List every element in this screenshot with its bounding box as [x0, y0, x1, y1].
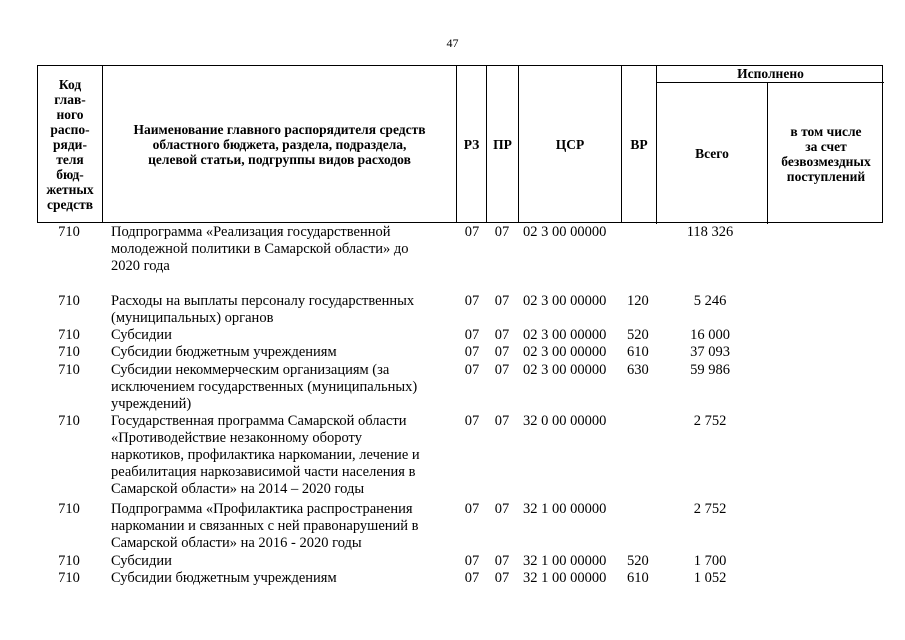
- row-name: Государственная программа Самарской области «Противодействие незаконному обороту наркотиков, профилактика наркомании, лечение и реабилитация наркозависимой части населения в Самарской области» на 2014 – 2020 годы: [111, 413, 420, 497]
- row-rz: 07: [464, 362, 480, 378]
- row-total: 16 000: [690, 327, 730, 343]
- row-name: Расходы на выплаты персоналу государственных (муниципальных) органов: [111, 293, 415, 326]
- header-incl-line: поступлений: [786, 168, 866, 184]
- row-vr: 120: [627, 293, 649, 309]
- header-name-line: целевой статьи, подгруппы видов расходов: [148, 151, 411, 167]
- header-incl-line: за счет: [805, 138, 847, 154]
- row-vr: 630: [627, 362, 649, 378]
- header-code-line: ряди-: [53, 136, 87, 152]
- row-rz: 07: [464, 344, 480, 360]
- row-total: 1 052: [693, 570, 727, 586]
- header-executed: Исполнено: [656, 66, 884, 83]
- row-total: 118 326: [686, 224, 734, 240]
- header-code: [38, 66, 102, 222]
- row-csr: 02 3 00 00000: [523, 344, 607, 360]
- row-pr: 07: [494, 553, 510, 569]
- row-total: 37 093: [690, 344, 730, 360]
- row-name: Субсидии некоммерческим организациям (за исключением государственных (муниципальных) учреждений): [111, 362, 418, 412]
- header-name-line: Наименование главного распорядителя средств: [133, 121, 426, 137]
- row-rz: 07: [464, 327, 480, 343]
- row-code: 710: [58, 362, 80, 378]
- row-name: Субсидии бюджетным учреждениям: [111, 570, 337, 586]
- header-name: [102, 66, 456, 222]
- table-header: [37, 65, 883, 223]
- header-code-line: теля: [56, 151, 84, 167]
- header-vr: ВР: [621, 66, 656, 222]
- header-code-line: бюд-: [56, 166, 84, 182]
- row-pr: 07: [494, 362, 510, 378]
- row-total: 59 986: [690, 362, 730, 378]
- row-csr: 02 3 00 00000: [523, 293, 607, 309]
- page-number: 47: [446, 36, 459, 50]
- header-code-line: глав-: [54, 91, 86, 107]
- row-name: Субсидии бюджетным учреждениям: [111, 344, 337, 360]
- header-code-line: Код: [58, 76, 82, 92]
- header-code-line: ного: [56, 106, 84, 122]
- row-pr: 07: [494, 570, 510, 586]
- row-vr: 610: [627, 570, 649, 586]
- row-code: 710: [58, 501, 80, 517]
- row-name: Подпрограмма «Реализация государственной молодежной политики в Самарской области» до 2020 года: [111, 224, 409, 274]
- header-code-line: жетных: [46, 181, 94, 197]
- header-code-line: распо-: [50, 121, 90, 137]
- row-pr: 07: [494, 224, 510, 240]
- header-incl-line: в том числе: [790, 123, 862, 139]
- header-code-line: средств: [46, 196, 94, 212]
- row-code: 710: [58, 553, 80, 569]
- row-pr: 07: [494, 293, 510, 309]
- row-total: 1 700: [693, 553, 727, 569]
- row-code: 710: [58, 224, 80, 240]
- row-name: Подпрограмма «Профилактика распространения наркомании и связанных с ней правонарушений в Самарской области» на 2016 - 2020 годы: [111, 501, 419, 551]
- row-pr: 07: [494, 413, 510, 429]
- row-pr: 07: [494, 501, 510, 517]
- row-code: 710: [58, 344, 80, 360]
- row-vr: 610: [627, 344, 649, 360]
- row-vr: 520: [627, 327, 649, 343]
- header-csr: ЦСР: [518, 66, 621, 222]
- row-name: Субсидии: [111, 553, 172, 569]
- row-total: 2 752: [693, 413, 727, 429]
- header-name-line: областного бюджета, раздела, подраздела,: [152, 136, 407, 152]
- row-rz: 07: [464, 293, 480, 309]
- row-rz: 07: [464, 570, 480, 586]
- row-csr: 32 0 00 00000: [523, 413, 607, 429]
- row-code: 710: [58, 327, 80, 343]
- row-pr: 07: [494, 344, 510, 360]
- row-total: 5 246: [693, 293, 727, 309]
- row-rz: 07: [464, 224, 480, 240]
- header-total: Всего: [656, 83, 767, 224]
- header-pr: ПР: [486, 66, 518, 222]
- row-csr: 02 3 00 00000: [523, 362, 607, 378]
- row-rz: 07: [464, 413, 480, 429]
- row-rz: 07: [464, 501, 480, 517]
- header-incl-line: безвозмездных: [781, 153, 871, 169]
- row-csr: 32 1 00 00000: [523, 570, 607, 586]
- row-csr: 32 1 00 00000: [523, 501, 607, 517]
- row-total: 2 752: [693, 501, 727, 517]
- row-csr: 02 3 00 00000: [523, 327, 607, 343]
- row-code: 710: [58, 293, 80, 309]
- row-csr: 32 1 00 00000: [523, 553, 607, 569]
- row-code: 710: [58, 413, 80, 429]
- row-code: 710: [58, 570, 80, 586]
- header-rz: РЗ: [456, 66, 486, 222]
- row-csr: 02 3 00 00000: [523, 224, 607, 240]
- row-pr: 07: [494, 327, 510, 343]
- row-rz: 07: [464, 553, 480, 569]
- header-incl-grants: [767, 83, 884, 224]
- row-name: Субсидии: [111, 327, 172, 343]
- row-vr: 520: [627, 553, 649, 569]
